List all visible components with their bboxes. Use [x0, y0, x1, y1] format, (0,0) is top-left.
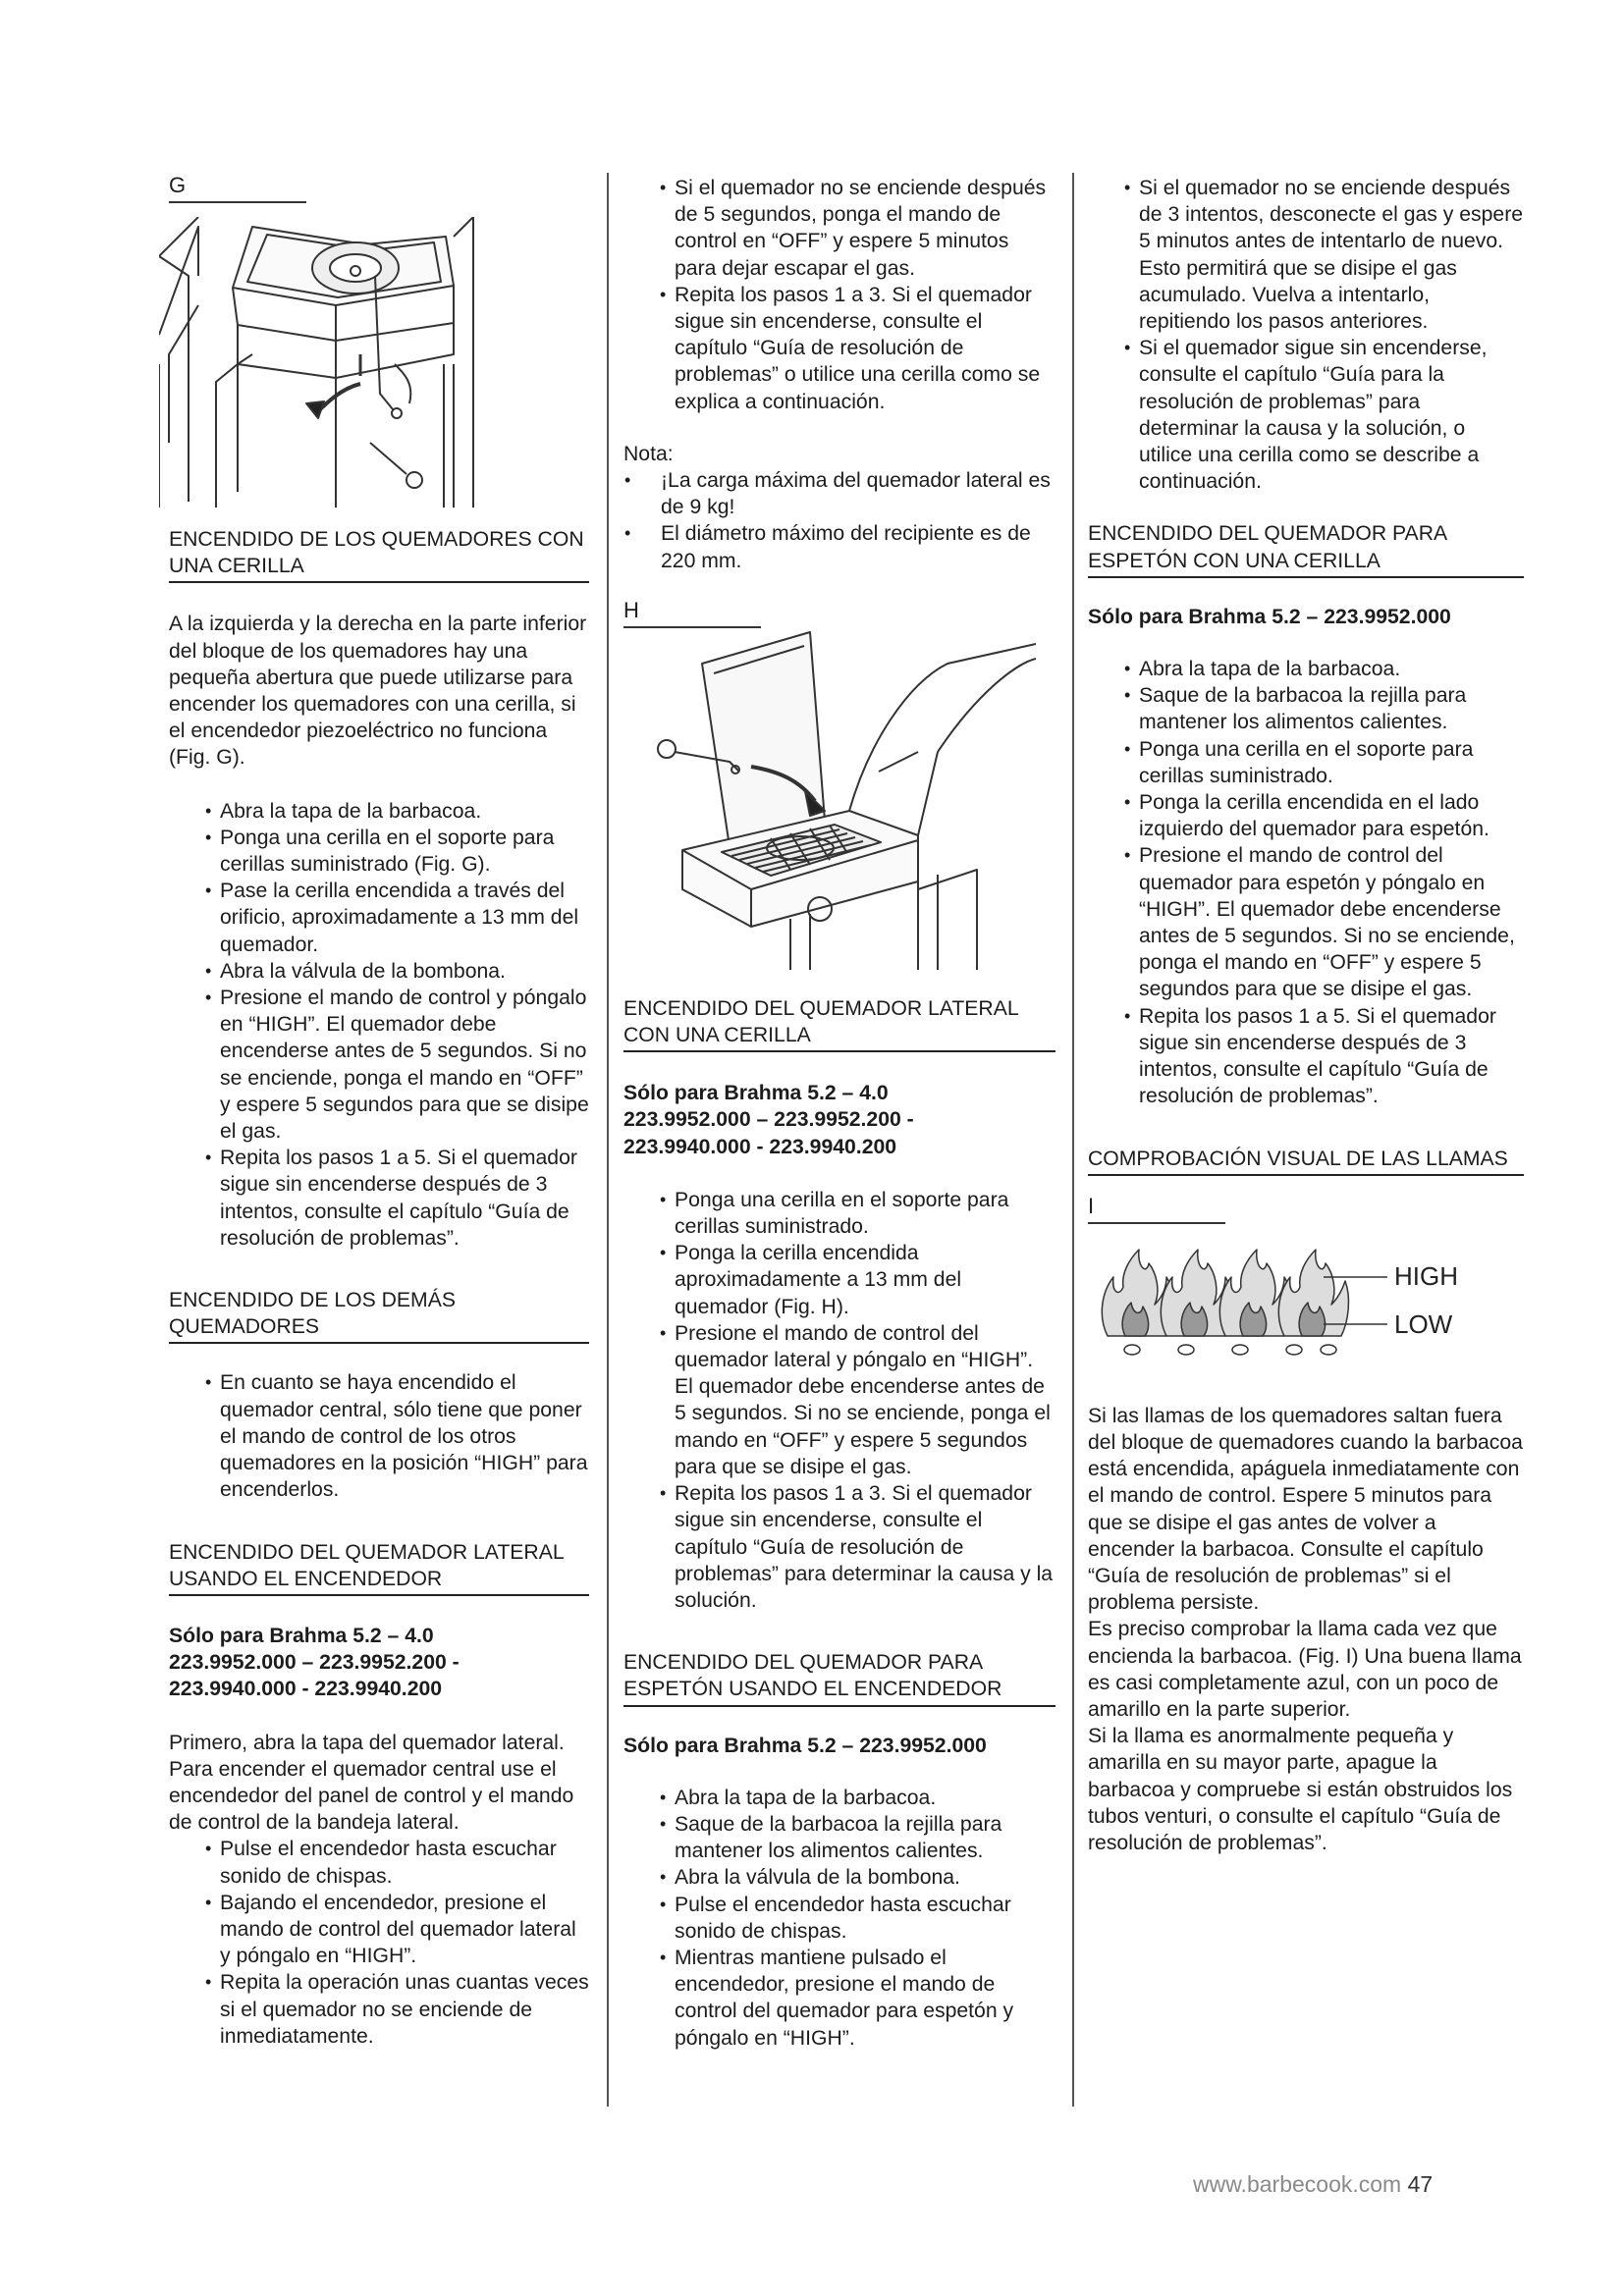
list-item: • Pulse el encendedor hasta escuchar sonido de chispas. [189, 1836, 589, 1889]
list-item: • Repita los pasos 1 a 3. Si el quemador sigue sin encenderse, consulte el capítulo “Guía de resolución de problemas” o utilice una cerilla como se explica a continuación. [643, 282, 1056, 415]
figure-i [1088, 1238, 1524, 1365]
model-line: 223.9940.000 - 223.9940.200 [623, 1135, 897, 1158]
heading-side-burner-match: ENCENDIDO DEL QUEMADOR LATERAL CON UNA CERILLA [623, 995, 1056, 1052]
model-line: 223.9952.000 – 223.9952.200 - [169, 1651, 460, 1675]
model-line: 223.9940.000 - 223.9940.200 [169, 1678, 443, 1701]
list-item: • Abra la tapa de la barbacoa. [189, 798, 589, 825]
list-item: • Ponga una cerilla en el soporte para cerillas suministrado (Fig. G). [189, 825, 589, 878]
side-igniter-intro: Primero, abra la tapa del quemador lateral. Para encender el quemador central use el encendedor del panel de control y el mando de control de la bandeja lateral. [169, 1731, 574, 1835]
figure-h-label: H [623, 598, 761, 628]
note-label: Nota: [623, 442, 674, 465]
side-igniter-models [169, 1623, 589, 1703]
figure-h-side-burner-illustration [623, 624, 1036, 970]
column-3 [1088, 173, 1524, 1856]
figure-i-flame-illustration [1088, 1238, 1461, 1365]
list-item: • Presione el mando de control y póngalo en “HIGH”. El quemador debe encenderse antes de 5 segundos. Si no se enciende, ponga el mando en “OFF” y espere 5 segundos para que se disipe el gas. [189, 985, 589, 1145]
list-item: • Ponga una cerilla en el soporte para cerillas suministrado. [643, 1187, 1056, 1240]
figure-g-burner-illustration [159, 217, 483, 509]
model-line: 223.9952.000 – 223.9952.200 - [623, 1108, 914, 1132]
list-item: • Bajando el encendedor, presione el mando de control del quemador lateral y póngalo en “HIGH”. [189, 1890, 589, 1970]
heading-flame-check: COMPROBACIÓN VISUAL DE LAS LLAMAS [1088, 1146, 1524, 1176]
figure-h [623, 624, 1056, 970]
heading-spit-burner-igniter: ENCENDIDO DEL QUEMADOR PARA ESPETÓN USANDO EL ENCENDEDOR [623, 1649, 1056, 1706]
heading-spit-burner-match: ENCENDIDO DEL QUEMADOR PARA ESPETÓN CON UNA CERILLA [1088, 520, 1524, 577]
column-divider [1072, 173, 1074, 2107]
list-item: • Si el quemador no se enciende después de 3 intentos, desconecte el gas y espere 5 minutos antes de intentarlo de nuevo. Esto permitirá que se disipe el gas acumulado. Vuelva a intentarlo, repitiendo los pasos anteriores. [1108, 175, 1524, 335]
list-item: • Si el quemador no se enciende después de 5 segundos, ponga el mando de control en “OFF” y espere 5 minutos para dejar escapar el gas. [643, 175, 1056, 282]
note-list [623, 467, 1056, 574]
list-item: • En cuanto se haya encendido el quemador central, sólo tiene que poner el mando de control de los otros quemadores en la posición “HIGH” para encenderlos. [189, 1369, 589, 1503]
flame-check-text-3: Si la llama es anormalmente pequeña y amarilla en su mayor parte, apague la barbacoa y compruebe si están obstruidos los tubos venturi, o consulte el capítulo “Guía de resolución de problemas”. [1088, 1725, 1513, 1854]
page-number: 47 [1407, 2171, 1434, 2197]
list-item: • Saque de la barbacoa la rejilla para mantener los alimentos calientes. [643, 1811, 1056, 1864]
list-item: • Repita los pasos 1 a 5. Si el quemador sigue sin encenderse después de 3 intentos, consulte el capítulo “Guía de resolución de problemas”. [1108, 1003, 1524, 1110]
flame-check-text-1: Si las llamas de los quemadores saltan fuera del bloque de quemadores cuando la barbacoa está encendida, apáguela inmediatamente con el mando de control. Espere 5 minutos para que se disipe el gas antes de volver a encender la barbacoa. Consulte el capítulo “Guía de resolución de problemas” si el problema persiste. [1088, 1404, 1523, 1615]
column-2 [623, 173, 1056, 2052]
spit-match-model: Sólo para Brahma 5.2 – 223.9952.000 [1088, 605, 1451, 628]
list-item: • Mientras mantiene pulsado el encendedor, presione el mando de control del quemador para espetón y póngalo en “HIGH”. [643, 1945, 1056, 2052]
model-line: Sólo para Brahma 5.2 – 4.0 [169, 1624, 434, 1647]
list-item: • Si el quemador sigue sin encenderse, consulte el capítulo “Guía para la resolución de problemas” para determinar la causa y la solución, o utilice una cerilla como se describe a continuación. [1108, 335, 1524, 495]
side-igniter-steps [189, 1836, 589, 2050]
spit-igniter-model: Sólo para Brahma 5.2 – 223.9952.000 [623, 1734, 987, 1757]
list-item: • Repita los pasos 1 a 5. Si el quemador sigue sin encenderse después de 3 intentos, consulte el capítulo “Guía de resolución de problemas”. [189, 1145, 589, 1252]
list-item: • Repita los pasos 1 a 3. Si el quemador sigue sin encenderse, consulte el capítulo “Guía de resolución de problemas” para determinar la causa y la solución. [643, 1480, 1056, 1614]
list-item: • Abra la válvula de la bombona. [643, 1864, 1056, 1891]
list-item: • Ponga la cerilla encendida aproximadamente a 13 mm del quemador (Fig. H). [643, 1240, 1056, 1320]
figure-i-label: I [1088, 1194, 1225, 1224]
heading-other-burners: ENCENDIDO DE LOS DEMÁS QUEMADORES [169, 1287, 589, 1344]
footer-url[interactable]: www.barbecook.com [1193, 2171, 1402, 2197]
list-item: • Ponga una cerilla en el soporte para cerillas suministrado. [1108, 736, 1524, 789]
side-match-steps [643, 1187, 1056, 1614]
match-intro-text: A la izquierda y la derecha en la parte inferior del bloque de los quemadores hay una pequeña abertura que puede utilizarse para encender los quemadores con una cerilla, si el encendedor piezoeléctrico no funciona (Fig. G). [169, 613, 587, 770]
other-burners-list [189, 1369, 589, 1503]
figure-g [159, 217, 589, 509]
match-steps-list [189, 798, 589, 1252]
column-1 [169, 173, 589, 2050]
figure-g-label: G [169, 173, 306, 203]
list-item: • Abra la tapa de la barbacoa. [1108, 656, 1524, 682]
column-divider [607, 173, 609, 2107]
side-match-models [623, 1080, 1056, 1160]
list-item: • Presione el mando de control del quemador para espetón y póngalo en “HIGH”. El quemador debe encenderse antes de 5 segundos. Si no se enciende, ponga el mando en “OFF” y espere 5 segundos para que se disipe el gas. [1108, 842, 1524, 1002]
heading-side-burner-igniter: ENCENDIDO DEL QUEMADOR LATERAL USANDO EL ENCENDEDOR [169, 1539, 589, 1596]
spit-igniter-steps-continued [1108, 175, 1524, 495]
list-item: • Ponga la cerilla encendida en el lado izquierdo del quemador para espetón. [1108, 789, 1524, 842]
flame-check-text-2: Es preciso comprobar la llama cada vez que encienda la barbacoa. (Fig. I) Una buena llama es casi completamente azul, con un poco de amarillo en la parte superior. [1088, 1618, 1522, 1721]
flame-high-label: HIGH [1394, 1260, 1458, 1291]
model-line: Sólo para Brahma 5.2 – 4.0 [623, 1082, 889, 1105]
spit-match-steps [1108, 656, 1524, 1109]
list-item: • ¡La carga máxima del quemador lateral es de 9 kg! [623, 467, 1056, 520]
list-item: • Pase la cerilla encendida a través del orificio, aproximadamente a 13 mm del quemador. [189, 878, 589, 958]
side-igniter-steps-continued [643, 175, 1056, 415]
list-item: • Abra la tapa de la barbacoa. [643, 1785, 1056, 1811]
list-item: • Saque de la barbacoa la rejilla para mantener los alimentos calientes. [1108, 682, 1524, 735]
flame-low-label: LOW [1394, 1308, 1453, 1339]
page-footer [1193, 2171, 1433, 2198]
list-item: • Repita la operación unas cuantas veces si el quemador no se enciende de inmediatamente. [189, 1969, 589, 2050]
heading-match-lighting: ENCENDIDO DE LOS QUEMADORES CON UNA CERILLA [169, 526, 589, 583]
list-item: • Pulse el encendedor hasta escuchar sonido de chispas. [643, 1892, 1056, 1945]
list-item: • El diámetro máximo del recipiente es de 220 mm. [623, 520, 1056, 573]
list-item: • Presione el mando de control del quemador lateral y póngalo en “HIGH”. El quemador debe encenderse antes de 5 segundos. Si no se enciende, ponga el mando en “OFF” y espere 5 segundos para que se disipe el gas. [643, 1320, 1056, 1480]
list-item: • Abra la válvula de la bombona. [189, 958, 589, 985]
spit-igniter-steps [643, 1785, 1056, 2052]
